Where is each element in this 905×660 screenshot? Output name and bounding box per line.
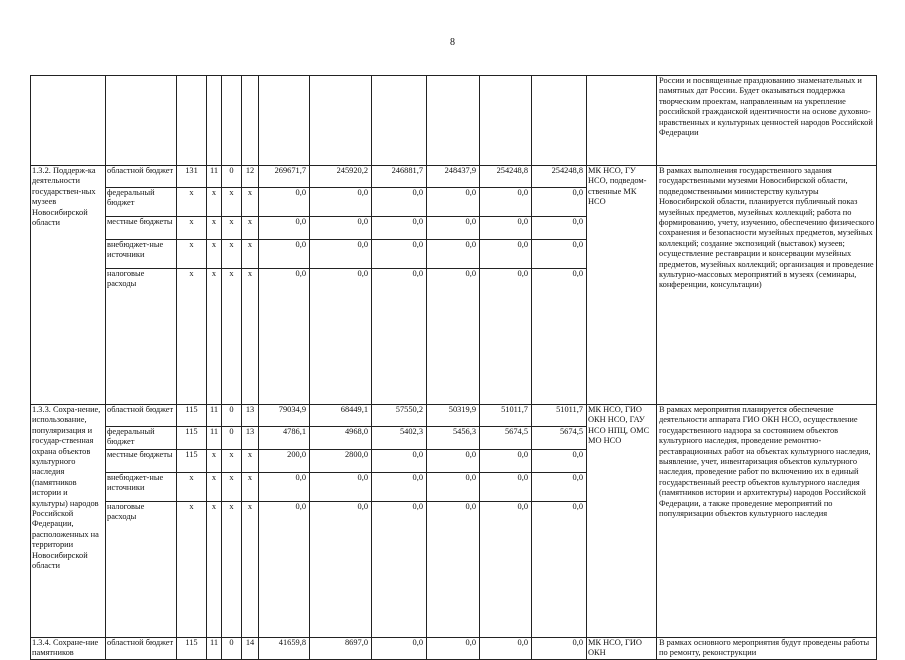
amount-cell: 0,0 xyxy=(532,188,587,217)
amount-cell: 5456,3 xyxy=(427,427,480,450)
amount-cell: 0,0 xyxy=(427,240,480,269)
amount-cell: 0,0 xyxy=(310,217,372,240)
funding-source-cell: федеральный бюджет xyxy=(106,427,177,450)
code-cell: x xyxy=(207,502,222,638)
amount-cell: 51011,7 xyxy=(532,405,587,427)
code-cell: x xyxy=(177,473,207,502)
amount-cell: 0,0 xyxy=(532,638,587,660)
amount-cell: 4786,1 xyxy=(259,427,310,450)
table-row xyxy=(31,76,877,166)
amount-cell: 0,0 xyxy=(372,217,427,240)
amount-cell: 0,0 xyxy=(372,502,427,638)
amount-cell: 0,0 xyxy=(372,638,427,660)
amount-cell: 0,0 xyxy=(372,269,427,405)
funding-source-cell: местные бюджеты xyxy=(106,217,177,240)
code-cell: x xyxy=(222,240,242,269)
amount-cell: 0,0 xyxy=(532,269,587,405)
amount-cell: 57550,2 xyxy=(372,405,427,427)
code-cell: x xyxy=(222,217,242,240)
amount-cell: 0,0 xyxy=(480,188,532,217)
funding-source-cell: налоговые расходы xyxy=(106,269,177,405)
table-row xyxy=(31,405,877,427)
executor-cell: МК НСО, ГИО ОКН xyxy=(587,638,657,660)
code-cell: x xyxy=(242,188,259,217)
code-cell: x xyxy=(207,217,222,240)
amount-cell: 0,0 xyxy=(532,450,587,473)
code-cell: 131 xyxy=(177,166,207,188)
code-cell: x xyxy=(242,240,259,269)
amount-cell: 68449,1 xyxy=(310,405,372,427)
table-body xyxy=(31,76,877,660)
amount-cell: 4968,0 xyxy=(310,427,372,450)
amount-cell: 254248,8 xyxy=(532,166,587,188)
amount-cell: 0,0 xyxy=(480,473,532,502)
amount-cell: 0,0 xyxy=(480,450,532,473)
code-cell: 115 xyxy=(177,450,207,473)
amount-cell: 0,0 xyxy=(427,217,480,240)
amount-cell: 0,0 xyxy=(532,217,587,240)
description-cell: В рамках основного мероприятия будут проведены работы по ремонту, реконструкции xyxy=(657,638,877,660)
amount-cell: 0,0 xyxy=(310,473,372,502)
funding-source-cell: областной бюджет xyxy=(106,166,177,188)
funding-source-cell: внебюджет-ные источники xyxy=(106,240,177,269)
funding-table xyxy=(30,75,877,660)
code-cell: x xyxy=(207,188,222,217)
code-cell: x xyxy=(207,269,222,405)
amount-cell: 0,0 xyxy=(372,188,427,217)
code-cell: 11 xyxy=(207,638,222,660)
code-cell: 13 xyxy=(242,427,259,450)
code-cell: x xyxy=(177,502,207,638)
code-cell: x xyxy=(177,269,207,405)
amount-cell: 0,0 xyxy=(427,473,480,502)
code-cell: 115 xyxy=(177,427,207,450)
table-row xyxy=(31,166,877,188)
amount-cell: 0,0 xyxy=(427,188,480,217)
code-cell: x xyxy=(242,473,259,502)
amount-cell: 0,0 xyxy=(532,502,587,638)
amount-cell: 8697,0 xyxy=(310,638,372,660)
amount-cell: 50319,9 xyxy=(427,405,480,427)
code-cell: 14 xyxy=(242,638,259,660)
amount-cell: 245920,2 xyxy=(310,166,372,188)
amount-cell: 5402,3 xyxy=(372,427,427,450)
amount-cell: 0,0 xyxy=(310,188,372,217)
amount-cell: 200,0 xyxy=(259,450,310,473)
amount-cell: 0,0 xyxy=(480,217,532,240)
code-cell: x xyxy=(207,450,222,473)
funding-source-cell: внебюджет-ные источники xyxy=(106,473,177,502)
amount-cell: 0,0 xyxy=(480,502,532,638)
description-cell: В рамках выполнения государственного задания государственными музеями Новосибирской области, подведомственными министерству культуры Новосибирской области, планируется публичный показ музейных предметов, музейных коллекций; работа по формированию, учету, изучению, обеспечению физического сохранения и безопасности музейных предметов, музейных коллекций; создание экспозиций (выставок) музеев; осуществление реставрации и консервации музейных предметов, музейных коллекций; организация и проведение культурно-массовых мероприятий в музеях (семинары, конференции, консультации) xyxy=(657,166,877,405)
amount-cell: 2800,0 xyxy=(310,450,372,473)
code-cell: x xyxy=(222,269,242,405)
amount-cell: 0,0 xyxy=(310,240,372,269)
code-cell: 11 xyxy=(207,405,222,427)
funding-source-cell: налоговые расходы xyxy=(106,502,177,638)
amount-cell: 0,0 xyxy=(259,269,310,405)
code-cell: 0 xyxy=(222,638,242,660)
amount-cell: 5674,5 xyxy=(480,427,532,450)
code-cell: x xyxy=(222,473,242,502)
amount-cell: 0,0 xyxy=(259,240,310,269)
code-cell: 11 xyxy=(207,166,222,188)
code-cell: x xyxy=(177,188,207,217)
funding-source-cell: областной бюджет xyxy=(106,638,177,660)
code-cell: 0 xyxy=(222,166,242,188)
amount-cell: 0,0 xyxy=(427,269,480,405)
top-note: России и посвященные празднованию знаменательных и памятных дат России. Будет оказываться поддержка творческим проектам, направленным на укрепление российской гражданской идентичности на основе духовно-нравственных и культурных ценностей народов Российской Федерации xyxy=(657,76,877,166)
amount-cell: 246881,7 xyxy=(372,166,427,188)
amount-cell: 0,0 xyxy=(259,217,310,240)
measure-name-cell: 1.3.4. Сохране-ние памятников xyxy=(31,638,106,660)
code-cell: 12 xyxy=(242,166,259,188)
code-cell: x xyxy=(207,473,222,502)
code-cell: x xyxy=(222,450,242,473)
code-cell: x xyxy=(222,502,242,638)
code-cell: x xyxy=(242,269,259,405)
amount-cell: 0,0 xyxy=(310,269,372,405)
code-cell: 0 xyxy=(222,405,242,427)
code-cell: x xyxy=(242,217,259,240)
amount-cell: 51011,7 xyxy=(480,405,532,427)
description-cell: В рамках мероприятия планируется обеспечение деятельности аппарата ГИО ОКН НСО, осуществление государственного надзора за состоянием объектов культурного наследия, проведение ремонтно-реставрационных работ на объектах культурного наследия, выявление, учет, инвентаризация объектов культурного наследия, проведение работ по включению их в единый государственный реестр объектов культурного наследия (памятников истории и архитектуры) народов Российской Федерации, а также проведение мероприятий по популяризации объектов культурного наследия xyxy=(657,405,877,638)
code-cell: 0 xyxy=(222,427,242,450)
amount-cell: 0,0 xyxy=(427,638,480,660)
amount-cell: 0,0 xyxy=(259,188,310,217)
amount-cell: 0,0 xyxy=(372,240,427,269)
amount-cell: 5674,5 xyxy=(532,427,587,450)
code-cell: 11 xyxy=(207,427,222,450)
amount-cell: 0,0 xyxy=(480,638,532,660)
amount-cell: 79034,9 xyxy=(259,405,310,427)
code-cell: x xyxy=(242,502,259,638)
funding-source-cell: местные бюджеты xyxy=(106,450,177,473)
code-cell: x xyxy=(177,217,207,240)
amount-cell: 0,0 xyxy=(259,473,310,502)
amount-cell: 0,0 xyxy=(372,450,427,473)
code-cell: x xyxy=(222,188,242,217)
code-cell: 115 xyxy=(177,638,207,660)
code-cell: x xyxy=(207,240,222,269)
code-cell: x xyxy=(177,240,207,269)
amount-cell: 0,0 xyxy=(480,269,532,405)
amount-cell: 41659,8 xyxy=(259,638,310,660)
amount-cell: 0,0 xyxy=(427,450,480,473)
executor-cell: МК НСО, ГИО ОКН НСО, ГАУ НСО НПЦ, ОМС МО НСО xyxy=(587,405,657,638)
code-cell: 13 xyxy=(242,405,259,427)
page-number: 8 xyxy=(450,37,455,48)
amount-cell: 269671,7 xyxy=(259,166,310,188)
amount-cell: 248437,9 xyxy=(427,166,480,188)
amount-cell: 0,0 xyxy=(480,240,532,269)
executor-cell: МК НСО, ГУ НСО, подведом-ственные МК НСО xyxy=(587,166,657,405)
amount-cell: 0,0 xyxy=(532,240,587,269)
measure-name-cell: 1.3.2. Поддерж-ка деятельности государствен-ных музеев Новосибирской области xyxy=(31,166,106,405)
amount-cell: 254248,8 xyxy=(480,166,532,188)
amount-cell: 0,0 xyxy=(532,473,587,502)
amount-cell: 0,0 xyxy=(427,502,480,638)
table-row xyxy=(31,638,877,660)
amount-cell: 0,0 xyxy=(372,473,427,502)
code-cell: x xyxy=(242,450,259,473)
amount-cell: 0,0 xyxy=(259,502,310,638)
code-cell: 115 xyxy=(177,405,207,427)
amount-cell: 0,0 xyxy=(310,502,372,638)
measure-name-cell: 1.3.3. Сохра-нение, использование, популяризация и государ-ственная охрана объектов культурного наследия (памятников истории и культуры) народов Российской Федерации, расположенных на территории Новосибирской области xyxy=(31,405,106,638)
funding-source-cell: областной бюджет xyxy=(106,405,177,427)
funding-source-cell: федеральный бюджет xyxy=(106,188,177,217)
